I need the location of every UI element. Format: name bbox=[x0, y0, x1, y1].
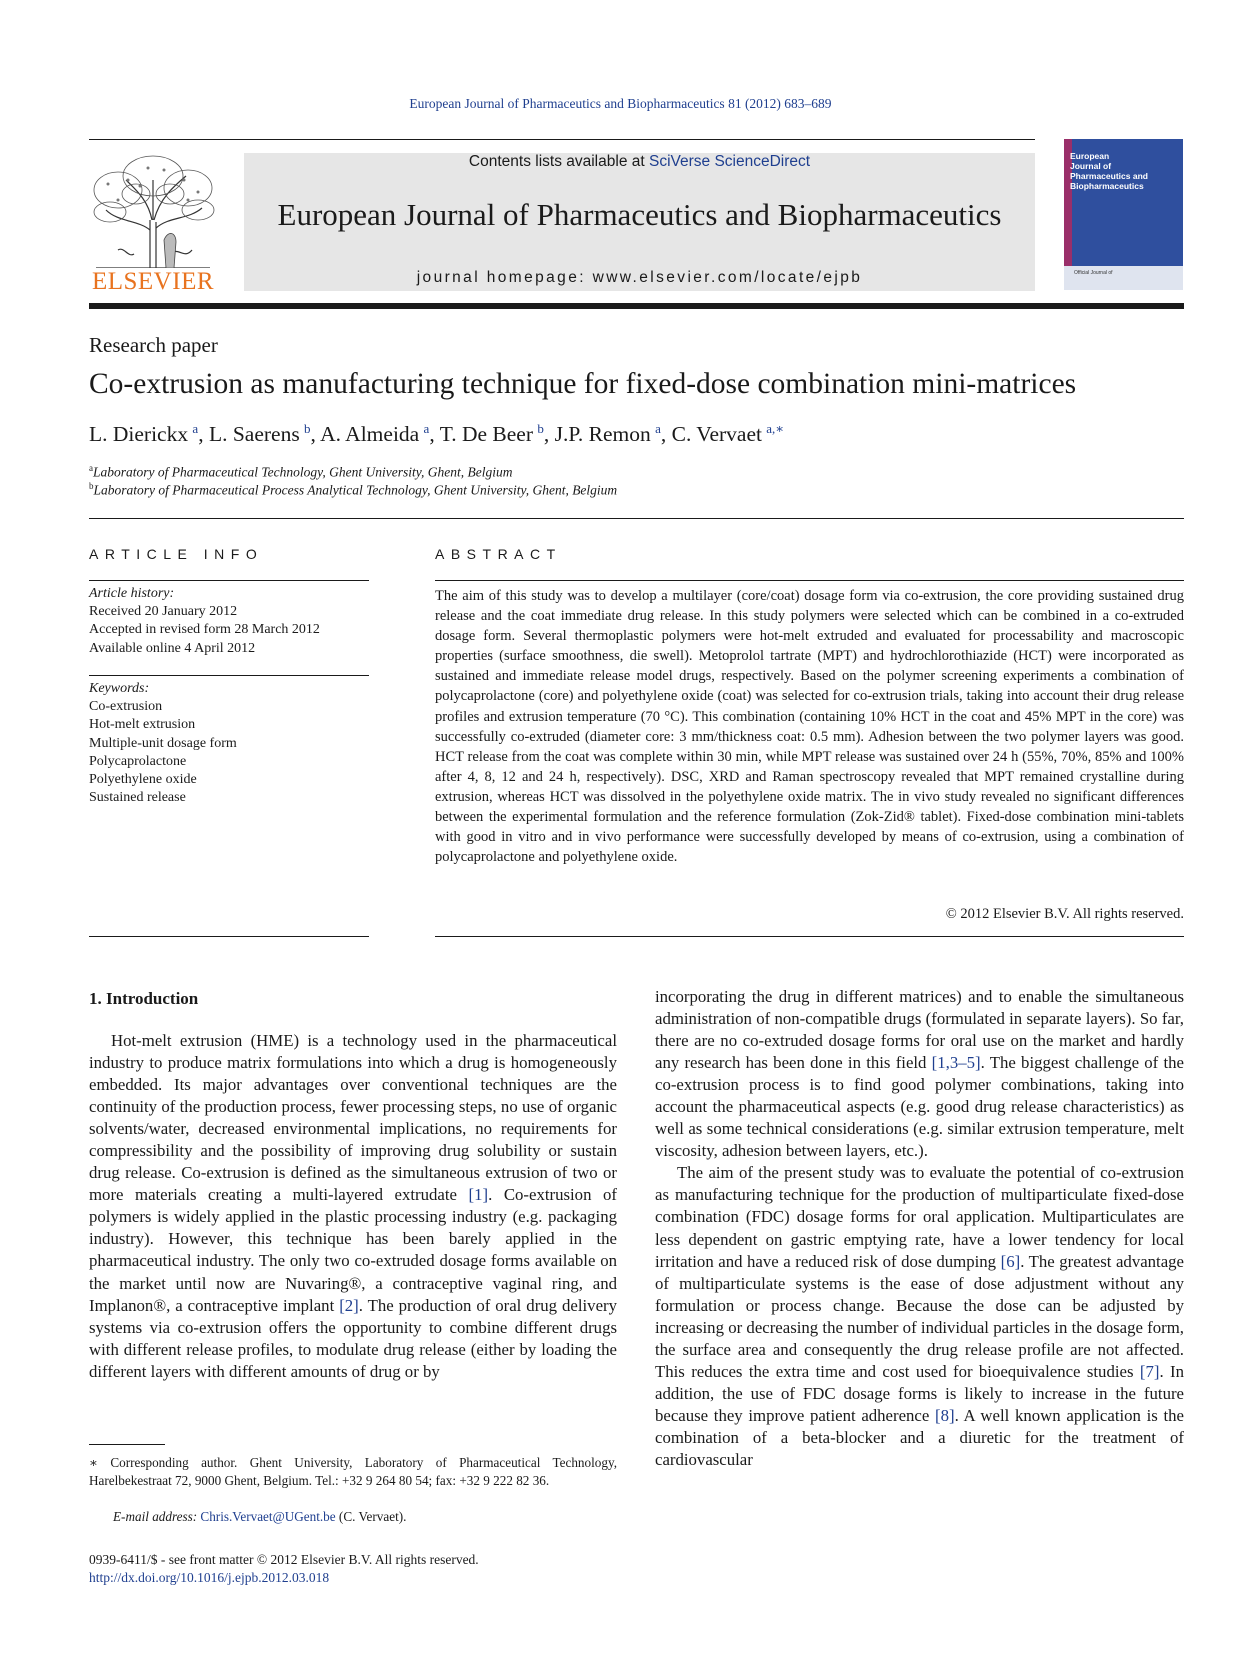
doi-anchor[interactable]: http://dx.doi.org/10.1016/j.ejpb.2012.03.018 bbox=[89, 1570, 330, 1585]
history-item: Accepted in revised form 28 March 2012 bbox=[89, 622, 320, 638]
cover-title bbox=[1070, 151, 1148, 191]
email-label: E-mail address: bbox=[113, 1509, 201, 1524]
reference-link[interactable]: [6] bbox=[1000, 1251, 1021, 1271]
issn-line: 0939-6411/$ - see front matter © 2012 Elsevier B.V. All rights reserved. bbox=[89, 1552, 479, 1567]
reference-link[interactable]: [1] bbox=[468, 1185, 489, 1205]
keyword: Multiple-unit dosage form bbox=[89, 735, 237, 751]
email-footnote bbox=[113, 1508, 617, 1526]
text-run: . The greatest advantage of multiparticulate systems is the ease of dose adjustment without any formulation or process change. Because the dose can be adjusted by increasing or decreasing the number of individual particles in the dosage form, the surface area and consequently the drug release profile are not affected. This reduces the extra time and cost used for bioequivalence studies bbox=[655, 1251, 1184, 1381]
affiliation-text: Laboratory of Pharmaceutical Process Analytical Technology, Ghent University, Ghent, Belgium bbox=[93, 482, 618, 498]
text-run: . In addition, the use of FDC dosage forms is likely to increase in the future because they improve patient adherence bbox=[655, 1361, 1185, 1425]
keyword: Sustained release bbox=[89, 790, 186, 806]
author-affil-mark[interactable]: a bbox=[423, 421, 430, 436]
affiliation-mark: a bbox=[89, 463, 93, 473]
author-name: C. Vervaet bbox=[671, 422, 762, 447]
reference-link[interactable]: [1,3–5] bbox=[931, 1053, 981, 1073]
contents-line bbox=[244, 153, 1035, 171]
author-list: L. Dierickx $^a$, L. Saerens $^b$, A. Almeida $^a$, T. De Beer $^b$, J.P. Remon $^a$, C. Vervaet $^{a,∗}$ bbox=[89, 421, 785, 447]
header-thick-rule bbox=[89, 303, 1184, 309]
text-run: . The production of oral drug delivery systems via co-extrusion offers the opportunity to combine different drugs with different release profiles, to modulate drug release (either by loading the different layers with different amounts of drug or by bbox=[89, 1295, 618, 1381]
corresponding-footnote: ∗ Corresponding author. Ghent University, Laboratory of Pharmaceutical Technology, Harelbekestraat 72, 9000 Ghent, Belgium. Tel.: +32 9 264 80 54; fax: +32 9 222 82 36. bbox=[89, 1455, 617, 1488]
history-label: Article history: bbox=[89, 586, 175, 601]
keyword: Co-extrusion bbox=[89, 699, 163, 715]
history-item: Received 20 January 2012 bbox=[89, 604, 238, 620]
affiliation bbox=[89, 463, 512, 481]
section-heading: 1. Introduction bbox=[89, 989, 199, 1008]
paragraph bbox=[655, 986, 1184, 1162]
paragraph bbox=[655, 1162, 1184, 1471]
abstract-heading: ABSTRACT bbox=[435, 546, 562, 562]
affiliation-text: Laboratory of Pharmaceutical Technology, Ghent University, Ghent, Belgium bbox=[93, 464, 513, 480]
paragraph bbox=[89, 1030, 617, 1383]
keyword: Polyethylene oxide bbox=[89, 772, 197, 788]
text-run: Hot-melt extrusion (HME) is a technology used in the pharmaceutical industry to produce matrix formulations into which a drug is homogeneously embedded. Its major advantages over conventional techniques are the continuity of the production process, fewer processing steps, no use of organic solvents/water, decreased environmental implications, no requirements for compressibility and the possibility of improving drug solubility or sustain drug release. Co-extrusion is defined as the simultaneous extrusion of two or more materials creating a multi-layered extrudate bbox=[89, 1031, 617, 1205]
journal-homepage bbox=[244, 269, 1035, 287]
affiliation bbox=[89, 481, 617, 499]
author-name: A. Almeida bbox=[320, 422, 420, 447]
email-link[interactable]: Chris.Vervaet@UGent.be bbox=[200, 1509, 336, 1524]
article-info-bottom-rule bbox=[89, 936, 369, 937]
tree-illustration bbox=[88, 150, 218, 268]
text-run: The aim of the present study was to evaluate the potential of co-extrusion as manufacturing technique for the production of multiparticulate fixed-dose combination (FDC) dosage forms for oral application. Multiparticulates are less dependent on gastric emptying rate, have a lower tendency for local irritation and have a reduced risk of dose dumping bbox=[655, 1163, 1184, 1271]
cover-line: Biopharmaceutics bbox=[1070, 181, 1144, 191]
abstract-copyright: © 2012 Elsevier B.V. All rights reserved. bbox=[945, 906, 1184, 922]
keywords-block bbox=[89, 680, 237, 807]
text-run: . Co-extrusion of polymers is widely applied in the plastic processing industry (e.g. packaging industry). However, this technique has been barely applied in the pharmaceutical industry. The only two co-extruded dosage forms available on the market until now are Nuvaring®, a contraceptive vaginal ring, and Implanon®, a contraceptive implant bbox=[89, 1185, 617, 1315]
author-affil-mark[interactable]: b bbox=[304, 421, 311, 436]
elsevier-logo bbox=[88, 150, 218, 295]
footnote-rule bbox=[89, 1444, 165, 1445]
journal-title: European Journal of Pharmaceutics and Biopharmaceutics bbox=[277, 197, 1002, 232]
history-item: Available online 4 April 2012 bbox=[89, 640, 256, 656]
author-name: T. De Beer bbox=[439, 422, 534, 447]
cover-line: Journal of bbox=[1070, 161, 1112, 171]
paper-title: Co-extrusion as manufacturing technique for fixed-dose combination mini-matrices bbox=[89, 368, 1077, 400]
contents-prefix: Contents lists available at bbox=[468, 153, 649, 170]
homepage-link[interactable]: www.elsevier.com/locate/ejpb bbox=[592, 269, 863, 286]
author-affil-mark[interactable]: b bbox=[537, 421, 544, 436]
keywords-rule bbox=[89, 675, 369, 676]
elsevier-wordmark: ELSEVIER bbox=[91, 268, 215, 295]
sciencedirect-link[interactable]: SciVerse ScienceDirect bbox=[648, 153, 811, 170]
reference-link[interactable]: [8] bbox=[935, 1405, 955, 1425]
author-name: L. Dierickx bbox=[89, 422, 189, 447]
abstract-rule bbox=[435, 580, 1184, 581]
author-affil-mark[interactable]: a bbox=[655, 421, 661, 436]
header-top-rule bbox=[89, 139, 1035, 140]
doi-link[interactable] bbox=[89, 1570, 329, 1586]
text-run: . A well known application is the combination of a beta-blocker and a diuretic for the treatment of cardiovascular bbox=[655, 1405, 1184, 1469]
body-right-column bbox=[655, 986, 1184, 1471]
article-info-rule bbox=[89, 580, 369, 581]
reference-link[interactable]: [2] bbox=[339, 1295, 359, 1315]
journal-header-box bbox=[244, 153, 1035, 291]
article-history bbox=[89, 585, 320, 658]
cover-line: Pharmaceutics and bbox=[1070, 171, 1148, 181]
homepage-prefix: journal homepage: bbox=[416, 269, 593, 286]
reference-link[interactable]: [7] bbox=[1139, 1361, 1160, 1381]
keywords-label: Keywords: bbox=[89, 681, 150, 696]
cover-footer-text: Official Journal of bbox=[1074, 270, 1113, 276]
body-left-column bbox=[89, 1030, 617, 1383]
keyword: Hot-melt extrusion bbox=[89, 717, 196, 733]
journal-cover-thumbnail bbox=[1064, 139, 1183, 290]
cover-footer bbox=[1064, 266, 1183, 290]
abstract-text: The aim of this study was to develop a multilayer (core/coat) dosage form via co-extrusion, the core providing sustained drug release and the coat immediate drug release. In this study polymers were selected which can be combined in a co-extruded dosage form. Several thermoplastic polymers were hot-melt extruded and evaluated for processability and macroscopic properties (surface smoothness, die swell). Metoprolol tartrate (MPT) and hydrochlorothiazide (HCT) were incorporated as sustained and immediate release model drugs, respectively. Based on the polymer screening experiments a combination of polycaprolactone (core) and polyethylene oxide (coat) was selected for co-extrusion trials, taking into account their drug release profiles and extrusion temperature (70 °C). This combination (containing 10% HCT in the coat and 45% MPT in the core) was successfully co-extruded (diameter core: 3 mm/thickness coat: 0.5 mm). Adhesion between the two polymer layers was good. HCT release from the coat was complete within 30 min, while MPT release was sustained over 24 h (55%, 70%, 85% and 100% after 4, 8, 12 and 24 h, respectively). DSC, XRD and Raman spectroscopy revealed that MPT remained crystalline during extrusion, whereas HCT was dissolved in the polyethylene oxide matrix. The in vivo study revealed no significant differences between the experimental formulation and the reference formulation (Zok-Zid® tablet). Fixed-dose combination mini-tablets with good in vitro and in vivo performance were successfully developed by means of co-extrusion, using a combination of polycaprolactone and polyethylene oxide. bbox=[435, 588, 1184, 866]
text-run: incorporating the drug in different matrices) and to enable the simultaneous administration of non-compatible drugs (formulated in separate layers). So far, there are no co-extruded dosage forms for oral use on the market and hardly any research has been done in this field bbox=[655, 987, 1184, 1073]
cover-line: European bbox=[1070, 151, 1110, 161]
author-affil-mark[interactable]: a,∗ bbox=[766, 421, 785, 436]
journal-citation[interactable]: European Journal of Pharmaceutics and Biopharmaceutics 81 (2012) 683–689 bbox=[409, 96, 832, 111]
author-affil-mark[interactable]: a bbox=[192, 421, 199, 436]
email-suffix: (C. Vervaet). bbox=[335, 1509, 407, 1524]
author-name: L. Saerens bbox=[208, 422, 300, 447]
article-info-heading: ARTICLE INFO bbox=[89, 546, 264, 562]
text-run: . The biggest challenge of the co-extrusion process is to find good polymer combinations, taking into account the pharmaceutical aspects (e.g. good drug release characteristics) as well as some technical considerations (e.g. similar extrusion temperature, melt viscosity, adhesion between layers, etc.). bbox=[655, 1053, 1184, 1161]
affiliation-mark: b bbox=[89, 481, 94, 491]
author-name: J.P. Remon bbox=[554, 422, 651, 447]
abstract-bottom-rule bbox=[435, 936, 1184, 937]
keyword: Polycaprolactone bbox=[89, 753, 187, 769]
affiliation-rule bbox=[89, 518, 1184, 519]
section-type: Research paper bbox=[89, 333, 218, 357]
